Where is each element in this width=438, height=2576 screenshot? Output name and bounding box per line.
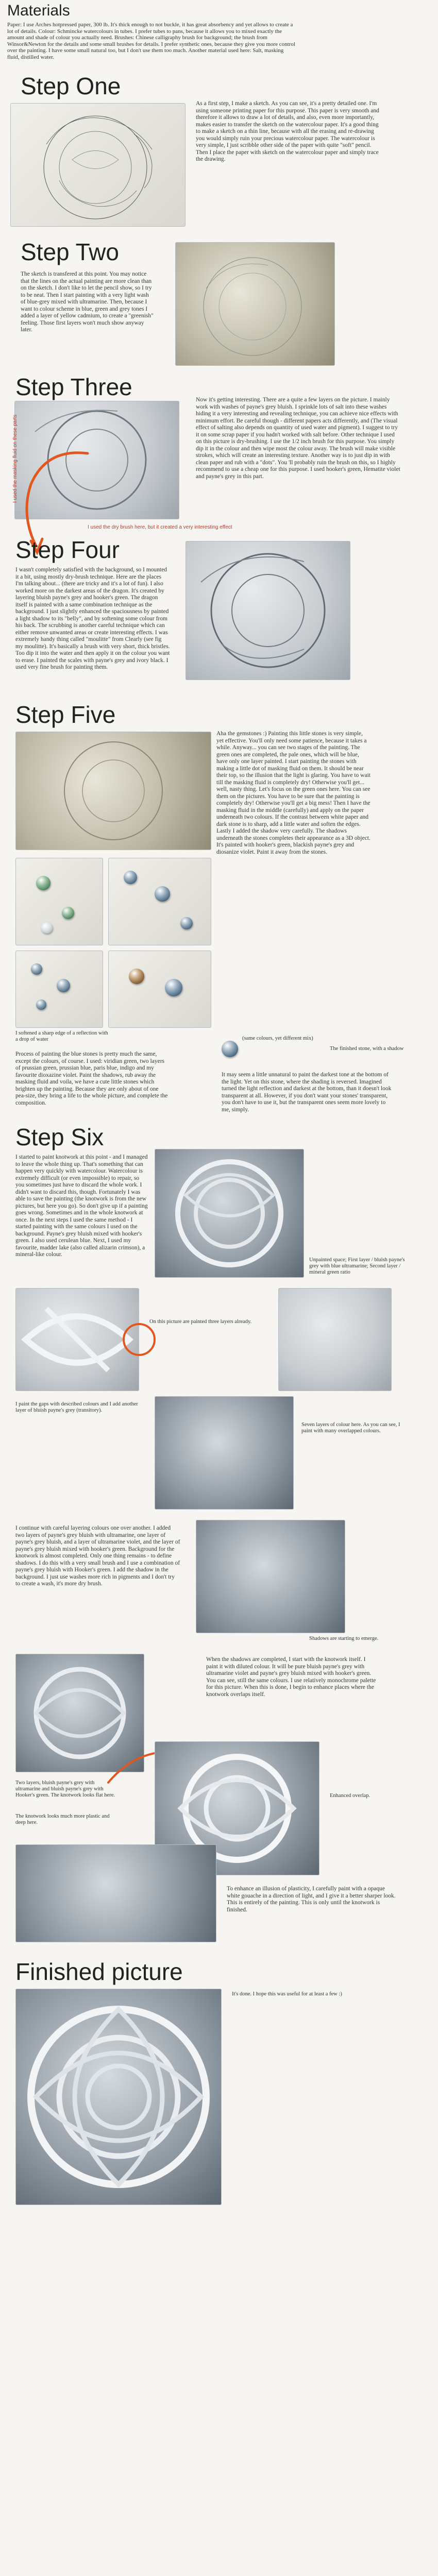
step-six-caption-knotwork: The knotwork looks much more plastic and deep here. — [15, 1814, 110, 1825]
step-one-heading: Step One — [21, 73, 121, 99]
step-two-text: The sketch is transfered at this point. You may notice that the lines on the actual painting are more clean than on the sketch. I don't like to let the pencil show, so I try to be neat. Then I start painting with a very light wash of blue-grey mixed with ultramarine. Then, because I want to colour scheme in blue, green and grey tones I added a layer of yellow cadmium, to create a "greenish" feeling. Those first layers won't much show anyway later. — [21, 271, 154, 333]
step-two-image — [175, 242, 335, 366]
step-five-stones-stage-one — [15, 858, 103, 945]
step-four-image — [186, 541, 350, 680]
stone-finished-icon — [222, 1041, 238, 1057]
stone-blue-icon — [124, 871, 137, 884]
step-three-vertical-note: I used the masking fluid on these parts — [12, 414, 18, 503]
step-six-caption-layers: I paint the gaps with described colours and I add another layer of bluish payne's grey (transitory). — [15, 1401, 138, 1413]
step-six-caption-continue: I continue with careful layering colours one over another. I added two layers of payne's grey bluish with ultramarine, one layer of payne's grey bluish, and a layer of ultramarine violet, and the layer of payne's grey bluish mixed with hooker's green. Background for the knotwork is almost completed. Only one thing remains - to define shadows. I do this with a very small brush and I use a combination of payne's grey bluish with Hooker's green. I add the shadow in the background. I just use washes more rich in pigments and I don't try to create a wash, it's more dry brush. — [15, 1525, 180, 1587]
step-six-caption-photo-left: On this picture are painted three layers already. — [149, 1319, 252, 1325]
stone-blue-icon — [155, 886, 170, 902]
step-six-main-image — [155, 1149, 304, 1278]
step-five-note-right: It may seem a little unnatural to paint the darkest tone at the bottom of the light. Yet on this stone, where the shading is reversed. Imagined turned the light reflection and darkest at the bottom, than it doesn't look transparent at all. However, if you don't want your stones' transparent, you don't have to use it, but the transparent ones seem more lovely to me, simply. — [222, 1072, 392, 1113]
finished-heading: Finished picture — [15, 1958, 183, 1985]
materials-text: Paper: I use Arches hotpressed paper, 300 lb. It's thick enough to not buckle, it has great absorbency and yet allows to create a lot of details. Colour: Schmincke watercolours in tubes. I prefer tubes to pans, because it allows you to mixed exactly the amount and shade of colour you actually need. Brushes: Chinese calligraphy brush for background; the brush from Winsor&Newton for the details and some small brushes for details. I prefer synthetic ones, because they give you more control over the painting. I have some small natural too, but I don't use them too much. Another material used here: Salt, masking fluid, distilled water. — [7, 22, 295, 60]
step-five-heading: Step Five — [15, 701, 116, 728]
step-three-text: Now it's getting interesting. There are a quite a few layers on the picture. I mainly work with washes of payne's grey bluish. I sprinkle lots of salt into these washes hiding it a very interesting and revealing technique, you can achieve nice effects with minimum effort. Be careful though - different papers acts differently, and (The visual effect of salting also depends on quantity of used water and pigment). I suggest to try it on some scrap paper if you hadn't worked with salt before. Other technique I used on this picture is dry-brushing. I use the 1/2 inch brush for this purpose. You simply dip it in the colour and then wipe most the colour away. The brush will make visible strokes, which will create an interesting texture. Another way is to just dip in with clean paper and rub with a "dots". You 'll probably ruin the brush on this, so I highly recommend to use a cheap one for this purpose. I used hooker's green, Hematite violet and payne's grey in this part. — [196, 397, 400, 480]
step-four-text: I wasn't completely satisfied with the background, so I mounted it a bit, using mostly dry-brush technique. Here are the places I'm talking about... (there are tricky and it's a lot of fun). I also worked more on the darkest areas of the dragon. It's created by layering bluish payne's grey and hooker's green. The dragon itself is painted with a same combination technique as the background. I just slightly enhanced the spaciousness by painted a light shadow to its "belly", and by softening some colour from his back. The scrubbing is another careful technique which can either remove unwanted areas or create interesting effects. I was extremely handy thing called "moulitte" from Clearly (see fig my moulitte). It's basically a brush with very short, thick bristles. Too dip it into the water and then apply it on the colour you want to erase. I painted the scales with payne's grey and ivory black. I used very fine brush for painting them. — [15, 567, 170, 670]
step-six-caption-seven: Seven layers of colour here. As you can see, I paint with many overlapped colours. — [301, 1422, 400, 1434]
stone-blue-icon — [36, 999, 46, 1010]
finished-caption: It's done. I hope this was useful for at least a few :) — [232, 1991, 342, 1997]
step-six-caption-enhanced: Enhanced overlap. — [330, 1793, 370, 1799]
stone-green-icon — [62, 907, 74, 919]
step-six-text: I started to paint knotwork at this point - and I managed to leave the whole thing up. That's something that can happen very quickly with watercolour. Watercolour is extremely difficult (or even impossible) to repair, so you sometimes just have to discard the whole work. I didn't want to discard this, though. Fortunately I was able to save the painting (the knotwork is from the new pictures, but here you go). So don't give up if a painting goes wrong. Sometimes and in the whole knotwork at once. In the next steps I used the same method - I started painting with the same colours I used on the background. Payne's grey bluish mixed with hooker's green. I also used cerulean blue. Next, I used my favourite, madder lake (also called alizarin crimson), a mineral-like colour. — [15, 1154, 148, 1258]
step-five-caption-shadow: (same colours, yet different mix) — [242, 1036, 313, 1041]
stone-pale-icon — [41, 922, 53, 934]
materials-heading: Materials — [7, 2, 70, 19]
stone-blue-icon — [57, 979, 70, 992]
step-four-red-caption: I used the dry brush here, but it created a very interesting effect — [88, 524, 232, 530]
stone-blue-icon — [31, 963, 42, 975]
step-five-overview-image — [15, 732, 211, 850]
step-six-caption-shadows: Shadows are starting to emerge. — [309, 1636, 379, 1641]
stone-blue-icon — [180, 917, 193, 929]
step-one-sketch-image — [10, 103, 186, 227]
step-six-final-detail-image — [15, 1844, 216, 1942]
step-six-layers-image — [155, 1396, 294, 1510]
step-six-heading: Step Six — [15, 1124, 104, 1150]
step-six-arrow-one — [119, 1319, 160, 1360]
step-four-heading: Step Four — [15, 536, 120, 563]
step-six-caption-when: When the shadows are completed, I start with the knotwork itself. I paint it with diluted colour. It will be pure bluish payne's grey with ultramarine violet and payne's grey bluish mixed with hooker's green. You can see, still the same colours. I use relatively monochrome palette for this picture. When this is done, I begin to enhance places where the knotwork overlaps itself. — [206, 1656, 376, 1698]
stone-green-icon — [36, 876, 50, 890]
step-six-detail-right — [278, 1288, 392, 1391]
stone-blue-icon — [165, 979, 182, 996]
step-three-heading: Step Three — [15, 374, 132, 400]
step-six-shadows-image — [196, 1520, 345, 1633]
finished-picture-image — [15, 1989, 222, 2205]
step-six-caption-upstand: Unpainted space; First layer / bluish payne's grey with blue ultramarine; Second layer / mineral green ratio — [309, 1257, 405, 1275]
step-five-caption-layers: I softened a sharp edge of a reflection with a drop of water — [15, 1030, 108, 1042]
step-one-text: As a first step, I make a sketch. As you can see, it's a pretty detailed one. I'm using someone printing paper for this purpose. This paper is very smooth and therefore it allows to draw a lot of details, and also, even more importantly, makes easier to transfer the sketch on the watercolour paper. It's a good thing to make a sketch on a thin line, because with all the erasing and re-drawing you would simply ruin your precious watercolour paper. The watercolour is very simple, I just scribble other side of the paper with quite "soft" pencil. Then I place the paper with sketch on the watercolour paper and simply trace the drawing. — [196, 100, 379, 162]
stone-brown-icon — [129, 969, 144, 984]
step-six-caption-enhance-illusion: To enhance an illusion of plasticity, I carefully paint with a opaque white gouache in a direction of light, and I give it a better sharper look. This is entirely of the painting. This is only until the knotwork is finished. — [227, 1886, 396, 1913]
step-five-note-left: Process of painting the blue stones is pretty much the same, except the colours, of course. I used: viridian green, two layers of prussian green, prussian blue, paris blue, indigo and my favourite dioxazine violet. Paint the shadows, rub away the masking fluid and voila, we have a cute little stones which brighten up the painting. Because they are only about of one pea-size, they bring a life to the whole picture, and complete the composition. — [15, 1051, 168, 1106]
step-five-caption-finished: The finished stone, with a shadow — [330, 1046, 404, 1052]
step-five-stones-stage-two — [108, 858, 211, 945]
step-five-shadow-image — [108, 951, 211, 1028]
step-two-heading: Step Two — [21, 239, 119, 265]
step-six-caption-two-layers: Two layers, bluish payne's grey with ultramarine and bluish payne's grey with Hooker's green. The knotwork looks flat here. — [15, 1780, 115, 1798]
step-five-text: Aha the gemstones :) Painting this little stones is very simple, yet effective. You'll only need some patience, because it takes a while. Anyway... you can see two stages of the painting. The green ones are completed, the pale ones, which will be blue, have only one layer painted. I start painting the stones with making a little dot of masking fluid on them. It should be near their top, so the illusion that the light is glaring. You have to wait till the masking fluid is completely dry! Otherwise you'll get... well, nasty thing. Let's focus on the green ones here. You can see them on the pictures. You have to be sure that the painting is completely dry! Otherwise you'll get a big mess! Then I have the masking fluid in the middle (carefully) and apply on the paper underneath two colours. If the contrast between white paper and dark stone is to sharp, add a little water and soften the edges. Lastly I added the shadow very carefully. The shadows underneath the stones completes their appearance as a 3D object. It's painted with hooker's green, blackish payne's grey and diosanize violet. Paint it away from the stones. — [216, 731, 370, 855]
